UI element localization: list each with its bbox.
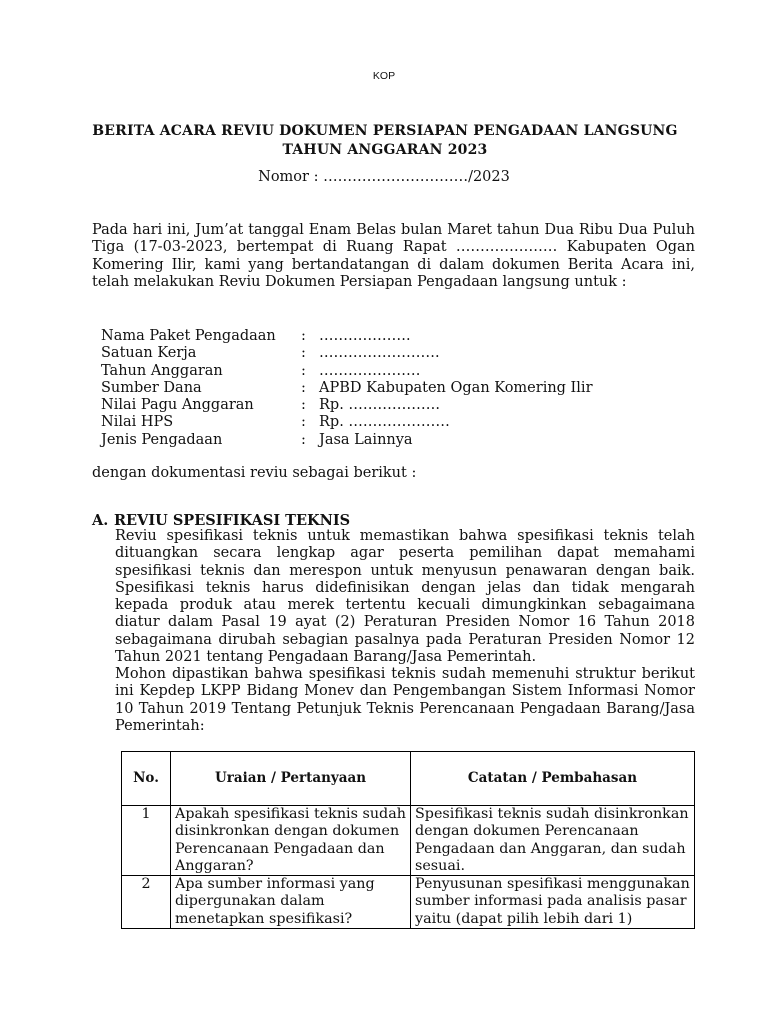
field-row-nama-paket: [101, 328, 593, 345]
field-label: Nilai Pagu Anggaran: [101, 397, 254, 414]
field-colon: :: [301, 362, 306, 379]
field-colon: :: [301, 414, 306, 431]
field-label: Sumber Dana: [101, 379, 202, 396]
cell-no: 2: [122, 876, 171, 929]
field-row-nilai-pagu: [101, 397, 593, 414]
field-colon: :: [301, 345, 306, 362]
field-colon: :: [301, 397, 306, 414]
letterhead-placeholder: KOP: [372, 70, 396, 82]
cell-catatan: Spesifikasi teknis sudah disinkronkan dengan dokumen Perencanaan Pengadaan dan Anggaran, dan sudah sesuai.: [411, 806, 695, 876]
field-label: Nama Paket Pengadaan: [101, 328, 276, 344]
cell-uraian: Apakah spesifikasi teknis sudah disinkronkan dengan dokumen Perencanaan Pengadaan dan Anggaran?: [171, 806, 411, 876]
cell-uraian: Apa sumber informasi yang dipergunakan dalam menetapkan spesifikasi?: [171, 876, 411, 929]
field-label: Satuan Kerja: [101, 345, 197, 362]
intro-paragraph: Pada hari ini, Jum’at tanggal Enam Belas bulan Maret tahun Dua Ribu Dua Puluh Tiga (17-03-2023, bertempat di Ruang Rapat ………………… Kabupaten Ogan Komering Ilir, kami yang bertandatangan di dalam dokumen Berita Acara ini, telah melakukan Reviu Dokumen Persiapan Pengadaan langsung untuk :: [92, 222, 695, 290]
field-value: …………………: [319, 362, 421, 379]
field-value: ……………….: [319, 328, 411, 344]
field-colon: :: [301, 328, 306, 344]
field-label: Nilai HPS: [101, 414, 174, 431]
field-colon: :: [301, 431, 306, 448]
field-label: Tahun Anggaran: [101, 362, 223, 379]
column-header-no: No.: [122, 752, 171, 806]
field-label: Jenis Pengadaan: [101, 431, 223, 448]
section-a-paragraph-2: Mohon dipastikan bahwa spesifikasi teknis sudah memenuhi struktur berikut ini Kepdep LKPP Bidang Monev dan Pengembangan Sistem Informasi Nomor 10 Tahun 2019 Tentang Petunjuk Teknis Perencanaan Pengadaan Barang/Jasa Pemerintah:: [115, 666, 695, 734]
section-a-heading: [92, 512, 350, 529]
field-row-satuan-kerja: [101, 345, 593, 362]
section-a-title: REVIU SPESIFIKASI TEKNIS: [114, 512, 351, 529]
field-value: Jasa Lainnya: [319, 431, 413, 448]
field-value: Rp. ……………….: [319, 397, 441, 414]
field-colon: :: [301, 379, 306, 396]
field-row-sumber-dana: [101, 380, 593, 397]
column-header-catatan: Catatan / Pembahasan: [411, 752, 695, 806]
procurement-details: [101, 328, 593, 449]
field-row-jenis-pengadaan: [101, 432, 593, 449]
cell-catatan: Penyusunan spesifikasi menggunakan sumber informasi pada analisis pasar yaitu (dapat pilih lebih dari 1): [411, 876, 695, 929]
table-header-row: [122, 752, 695, 806]
field-row-tahun-anggaran: [101, 363, 593, 380]
document-title-line1: BERITA ACARA REVIU DOKUMEN PERSIAPAN PENGADAAN LANGSUNG: [92, 123, 678, 139]
section-a-letter: A.: [92, 512, 109, 529]
document-title: [60, 122, 710, 160]
table-row: [122, 876, 695, 929]
column-header-uraian: Uraian / Pertanyaan: [171, 752, 411, 806]
review-table: [121, 751, 695, 929]
document-title-line2: TAHUN ANGGARAN 2023: [282, 142, 488, 158]
section-a-paragraph-1: Reviu spesifikasi teknis untuk memastikan bahwa spesifikasi teknis telah dituangkan secara lengkap agar peserta pemilihan dapat memahami spesifikasi teknis dan merespon untuk menyusun penawaran dengan baik. Spesifikasi teknis harus didefinisikan dengan jelas dan tidak mengarah kepada produk atau merek tertentu kecuali dimungkinkan sebagaimana diatur dalam Pasal 19 ayat (2) Peraturan Presiden Nomor 16 Tahun 2018 sebagaimana dirubah sebagian pasalnya pada Peraturan Presiden Nomor 12 Tahun 2021 tentang Pengadaan Barang/Jasa Pemerintah.: [115, 528, 695, 666]
table-row: [122, 806, 695, 876]
field-value: Rp. …………………: [319, 414, 450, 431]
field-value: APBD Kabupaten Ogan Komering Ilir: [319, 379, 593, 396]
document-number: Nomor : …………………………/2023: [258, 169, 510, 185]
field-value: …………………….: [319, 345, 440, 362]
field-row-nilai-hps: [101, 414, 593, 431]
cell-no: 1: [122, 806, 171, 876]
closing-sentence: dengan dokumentasi reviu sebagai berikut :: [92, 465, 417, 481]
